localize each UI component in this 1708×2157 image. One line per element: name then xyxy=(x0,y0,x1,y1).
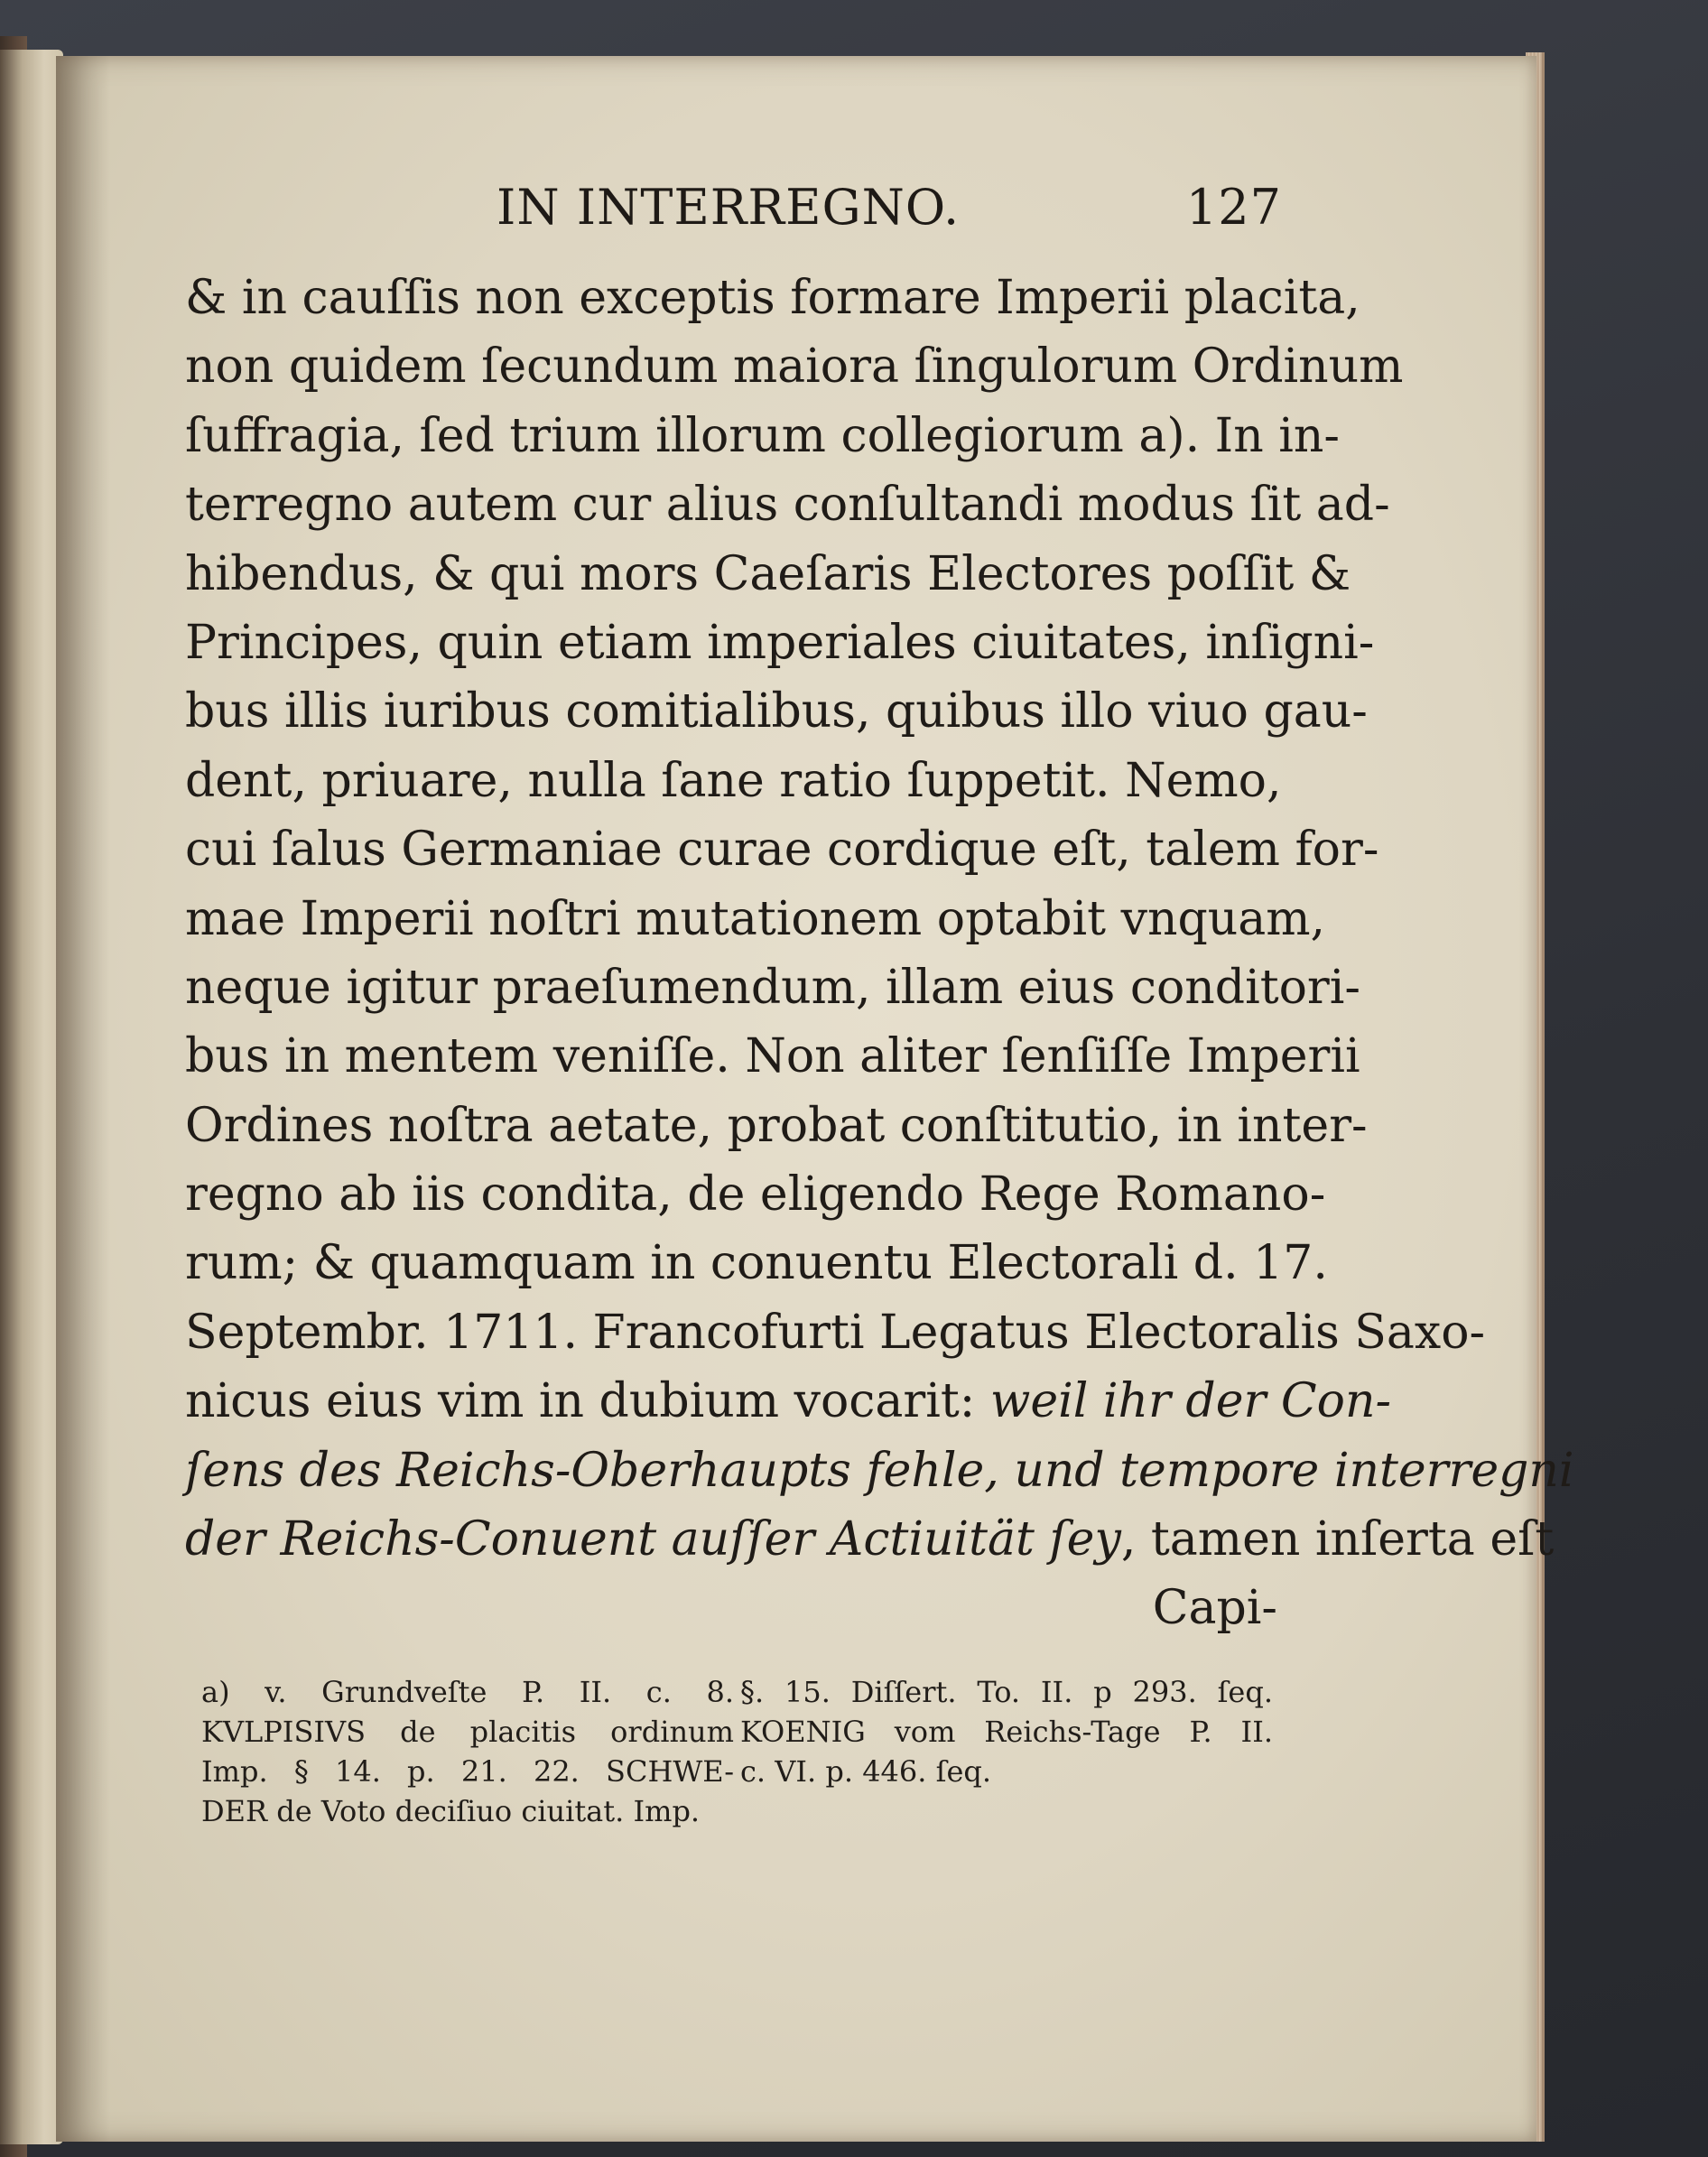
text-line xyxy=(185,953,1360,1022)
text-line xyxy=(185,402,1340,470)
text-span: , tamen inſerta eſt xyxy=(1120,1512,1555,1567)
text-span: dent, priuare, nulla ſane ratio ſuppetit. Nemo, xyxy=(185,753,1282,808)
footnote-line: Imp. § 14. p. 21. 22. SCHWE- xyxy=(201,1754,734,1789)
text-line xyxy=(185,1505,1555,1574)
text-line xyxy=(185,815,1379,884)
footnotes xyxy=(185,1672,1295,1853)
gutter-shadow xyxy=(56,56,110,2142)
text-span: cui ſalus Germaniae curae cordique eſt, talem for- xyxy=(185,823,1379,878)
page-number: 127 xyxy=(1185,179,1282,236)
text-line xyxy=(185,1160,1326,1229)
running-title: IN INTERREGNO. xyxy=(497,179,961,236)
italic-span: der Reichs-Conuent auſſer Actiuität ſey xyxy=(185,1512,1121,1567)
text-span: terregno autem cur alius conſultandi modus ſit ad- xyxy=(185,478,1390,533)
text-span: Ordines noſtra aetate, probat conſtitutio, in inter- xyxy=(185,1098,1368,1153)
text-span: rum; & quamquam in conuentu Electorali d. 17. xyxy=(185,1236,1328,1291)
facing-page-edge xyxy=(0,50,63,2144)
text-line xyxy=(185,747,1282,815)
italic-span: ſens des Reichs-Oberhaupts fehle, und tempore interregni xyxy=(185,1443,1574,1498)
text-line xyxy=(185,885,1326,953)
text-line xyxy=(185,1229,1328,1297)
text-line xyxy=(185,264,1360,332)
footnote-line: DER de Voto deciſiuo ciuitat. Imp. xyxy=(201,1794,701,1828)
footnote-column-left xyxy=(201,1672,734,1831)
text-line xyxy=(185,1436,1574,1505)
text-span: ſuffragia, ſed trium illorum collegiorum a). In in- xyxy=(185,408,1340,463)
text-line xyxy=(185,1298,1486,1367)
text-span: Principes, quin etiam imperiales ciuitates, inſigni- xyxy=(185,615,1375,670)
text-span: bus illis iuribus comitialibus, quibus illo viuo gau- xyxy=(185,684,1368,739)
text-line xyxy=(185,332,1404,401)
text-span: & in cauſſis non exceptis formare Imperii placita, xyxy=(185,271,1360,325)
footnote-column-right xyxy=(740,1672,1273,1791)
text-span: bus in mentem veniſſe. Non aliter ſenſiſſe Imperii xyxy=(185,1029,1360,1084)
footnote-line: a) v. Grundveſte P. II. c. 8. xyxy=(201,1675,734,1709)
text-span: Septembr. 1711. Francofurti Legatus Electoralis Saxo- xyxy=(185,1305,1486,1360)
text-span: Capi- xyxy=(1152,1581,1277,1636)
text-line xyxy=(185,1022,1360,1091)
text-line xyxy=(185,470,1390,539)
text-line xyxy=(185,540,1351,609)
text-line xyxy=(185,1367,1392,1436)
text-span: hibendus, & qui mors Caeſaris Electores poſſit & xyxy=(185,546,1351,601)
text-line xyxy=(185,677,1368,746)
page-header xyxy=(487,179,1282,251)
text-line xyxy=(185,1574,1277,1642)
footnote-line: §. 15. Diſſert. To. II. p 293. ſeq. xyxy=(740,1675,1273,1709)
text-span: regno ab iis condita, de eligendo Rege Romano- xyxy=(185,1167,1326,1223)
italic-span: weil ihr der Con- xyxy=(989,1374,1392,1429)
text-line xyxy=(185,609,1375,677)
footnote-line: KOENIG vom Reichs-Tage P. II. xyxy=(740,1715,1273,1749)
text-span: non quidem ſecundum maiora ſingulorum Ordinum xyxy=(185,339,1404,395)
main-text-block xyxy=(185,264,1574,1643)
footnote-line: KVLPISIVS de placitis ordinum xyxy=(201,1715,734,1749)
footnote-line: c. VI. p. 446. ſeq. xyxy=(740,1754,992,1789)
text-span: mae Imperii noſtri mutationem optabit vnquam, xyxy=(185,891,1326,946)
text-line xyxy=(185,1092,1368,1160)
text-span: nicus eius vim in dubium vocarit: xyxy=(185,1374,990,1429)
text-span: neque igitur praeſumendum, illam eius conditori- xyxy=(185,960,1360,1015)
